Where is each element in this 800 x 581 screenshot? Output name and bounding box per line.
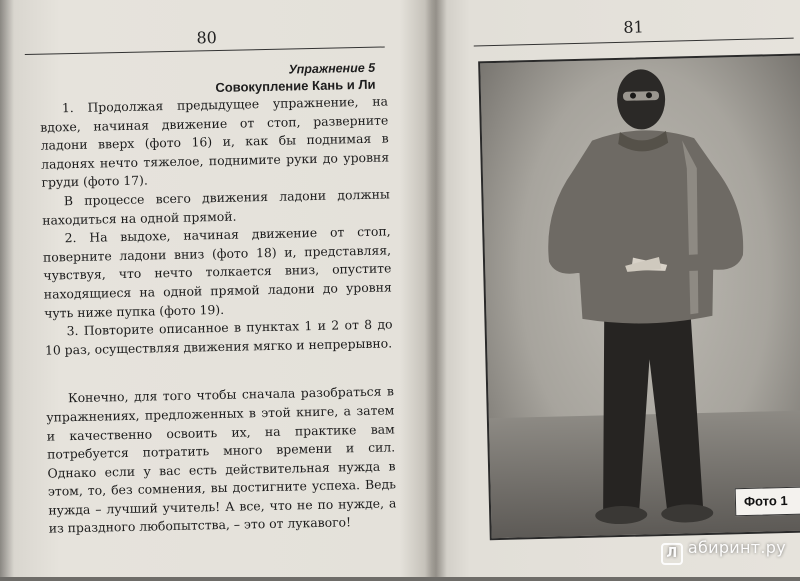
paragraph-conclusion: Конечно, для того чтобы сначала разобраться в упражнениях, предложенных в этой книге, а затем и качественно освоить их, на практике вам потребуется потратить много времени и сил. Однако если у вас есть действительная нужда в этом, то, без сомнения, вы достигните успеха. Ведь нужда – лучший учитель! А все, что не по нужде, а из праздного любопытства, – это от лукавого! <box>46 383 397 537</box>
exercise-heading <box>215 61 376 95</box>
page-number-right: 81 <box>623 17 644 37</box>
person-figure <box>480 56 800 539</box>
right-page <box>433 0 800 581</box>
left-page <box>14 0 426 581</box>
header-rule-right <box>474 38 794 47</box>
paragraph-step-1: 1. Продолжая предыдущее упражнение, на вдохе, начиная движение от стоп, разверните ладони вверх (фото 16) и, как бы поднимая в ладонях нечто тяжелое, поднимите руки до уровня груди (фото 17). <box>40 93 390 191</box>
page-number-left: 80 <box>196 28 218 48</box>
labirint-logo-badge: Л <box>661 543 683 565</box>
photo-caption: Фото 1 <box>735 486 800 516</box>
labirint-watermark-text: абиринт.ру <box>687 538 786 557</box>
exercise-subtitle: Совокупление Кань и Ли <box>215 76 376 96</box>
labirint-watermark <box>661 538 786 565</box>
paragraph-step-2: 2. На выдохе, начиная движение от стоп, поверните ладони вниз (фото 18) и, представляя, чувствуя, что нечто толкается вниз, опустите находящиеся на одной прямой ладони до уровня чуть ниже пупка (фото 19). <box>42 223 392 321</box>
exercise-title: Упражнение 5 <box>288 60 376 77</box>
paragraph-note: В процессе всего движения ладони должны находиться на одной прямой. <box>42 186 390 228</box>
exercise-photo <box>478 53 800 540</box>
paragraph-step-3: 3. Повторите описанное в пунктах 1 и 2 от 8 до 10 раз, осуществляя движения мягко и непрерывно. <box>44 316 393 358</box>
header-rule-left <box>25 46 385 55</box>
body-text <box>40 92 397 538</box>
